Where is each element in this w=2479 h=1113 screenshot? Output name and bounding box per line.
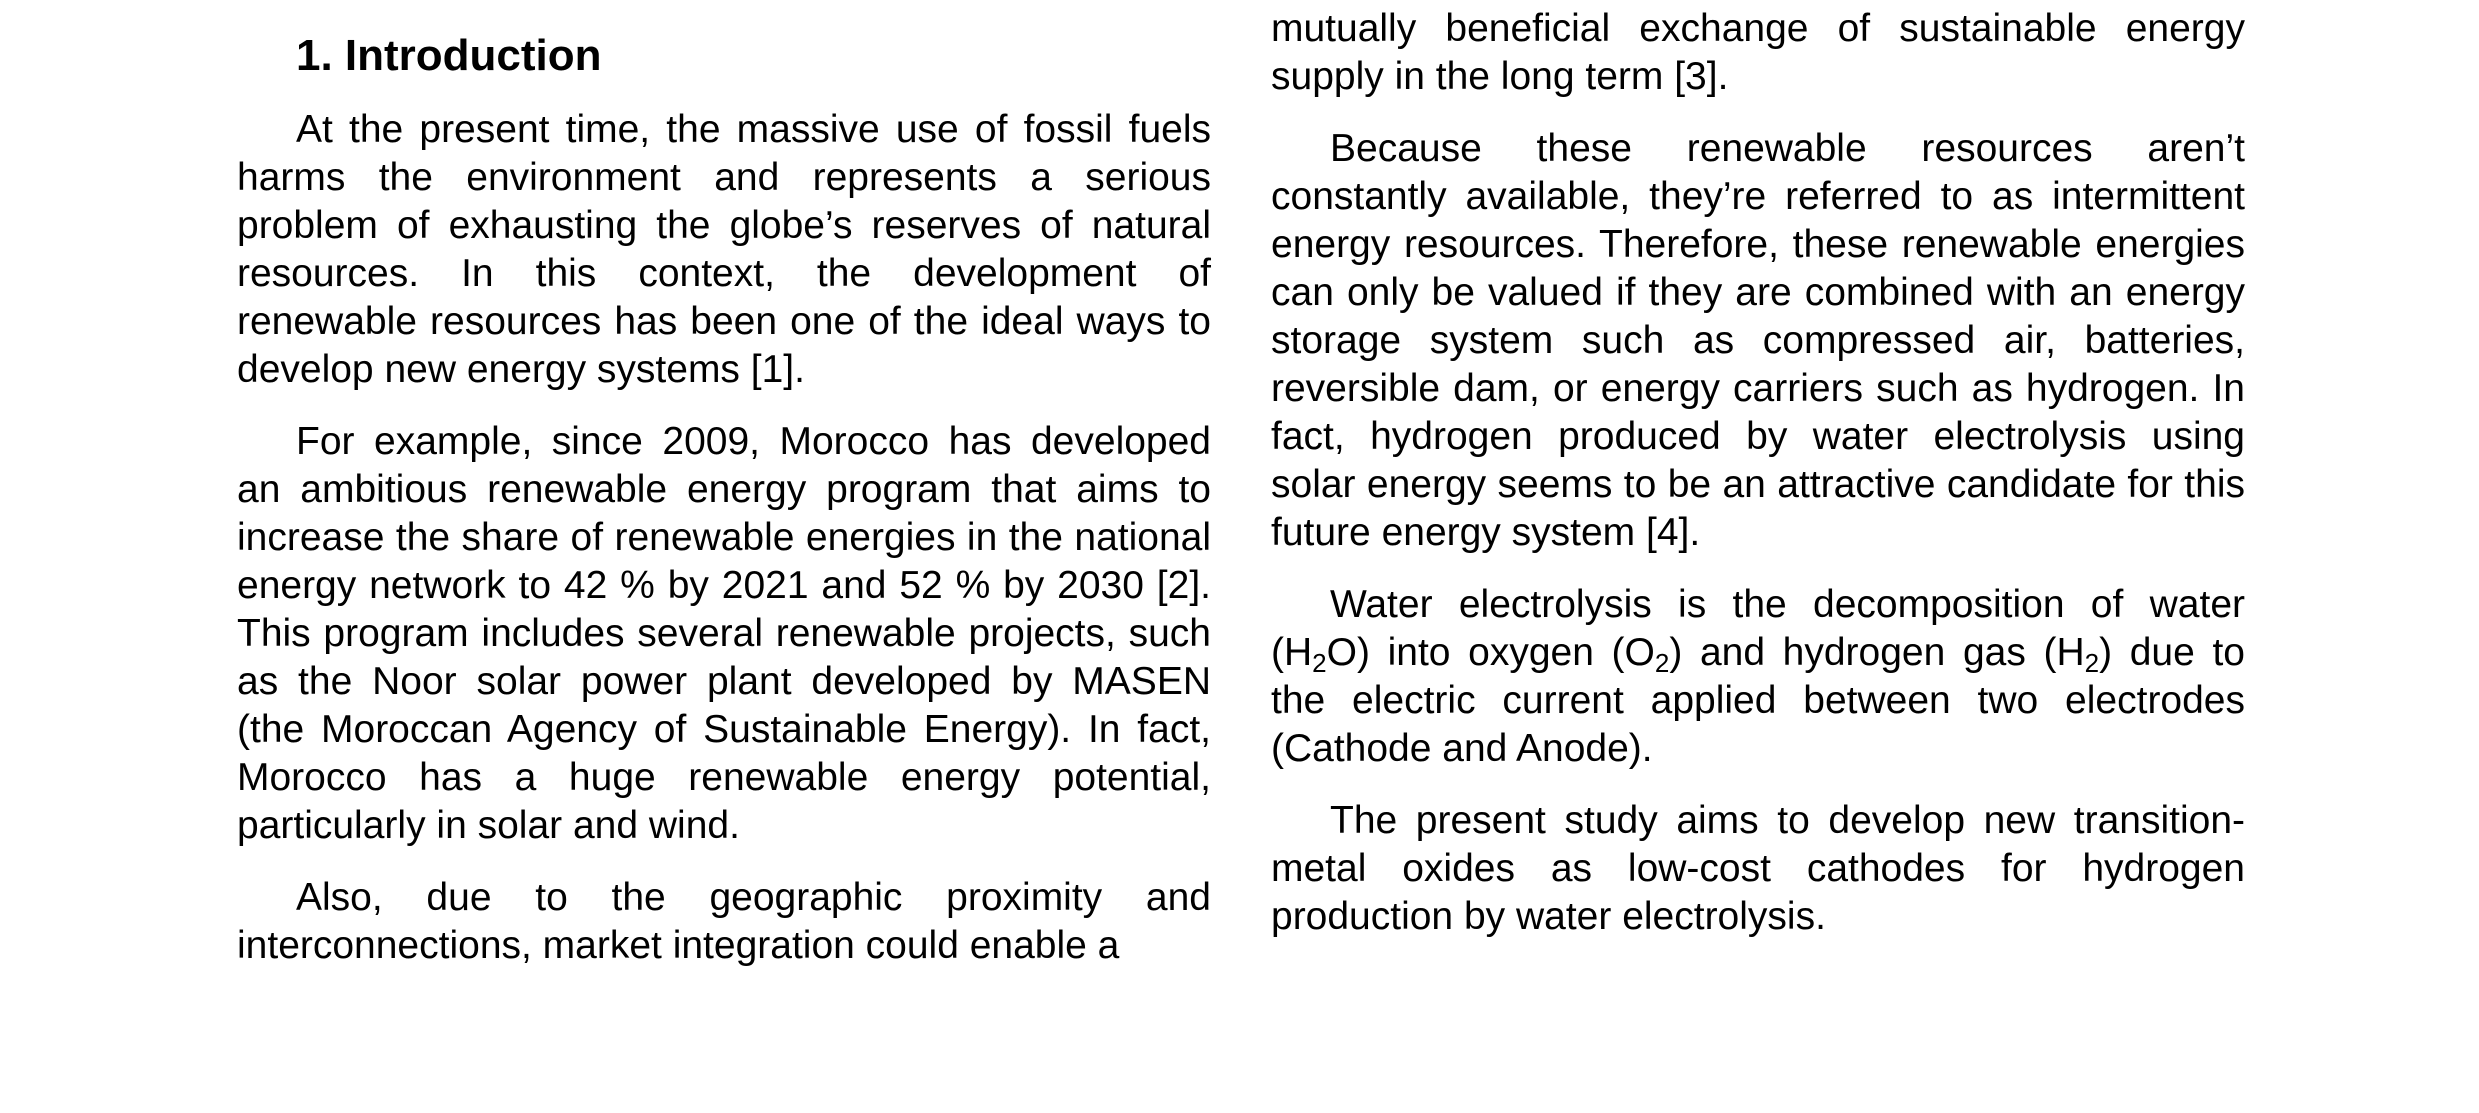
paragraph-market-integration-continued: mutually beneficial exchange of sustainable energy supply in the long term [3].	[1271, 7, 2245, 98]
subscript-2: 2	[1654, 648, 1670, 678]
electrolysis-text-3: ) and hydrogen gas (H	[1669, 631, 2085, 674]
paragraph-water-electrolysis	[1271, 581, 2245, 773]
paragraph-intermittent-resources: Because these renewable resources aren’t constantly available, they’re referred to as intermittent energy resources. Therefore, these renewable energies can only be valued if they are combined with an energy storage system such as compressed air, batteries, reversible dam, or energy carriers such as hydrogen. In fact, hydrogen produced by water electrolysis using solar energy seems to be an attractive candidate for this future energy system [4].	[1271, 127, 2245, 554]
subscript-2: 2	[1312, 648, 1327, 678]
paragraph-morocco-program: For example, since 2009, Morocco has developed an ambitious renewable energy program that aims to increase the share of renewable energies in the national energy network to 42 % by 2021 and 52 % by 2030 [2]. This program includes several renewable projects, such as the Noor solar power plant developed by MASEN (the Moroccan Agency of Sustainable Energy). In fact, Morocco has a huge renewable energy potential, particularly in solar and wind.	[237, 420, 1211, 847]
electrolysis-text-4: ) due to the electric current applied between two electrodes (Cathode and Anode).	[1271, 631, 2245, 770]
left-column	[237, 0, 1211, 994]
section-heading: 1. Introduction	[296, 31, 602, 80]
electrolysis-text-2: O) into oxygen (O	[1326, 631, 1655, 674]
subscript-2: 2	[2084, 648, 2100, 678]
right-column	[1271, 0, 2245, 965]
electrolysis-text-1: Water electrolysis is the decomposition of water (H	[1271, 583, 2245, 674]
paragraph-present-study: The present study aims to develop new transition-metal oxides as low-cost cathodes for hydrogen production by water electrolysis.	[1271, 799, 2245, 938]
paragraph-fossil-fuels: At the present time, the massive use of fossil fuels harms the environment and represents a serious problem of exhausting the globe’s reserves of natural resources. In this context, the development of renewable resources has been one of the ideal ways to develop new energy systems [1].	[237, 108, 1211, 391]
paragraph-market-integration: Also, due to the geographic proximity and interconnections, market integration could enable a	[237, 876, 1211, 967]
